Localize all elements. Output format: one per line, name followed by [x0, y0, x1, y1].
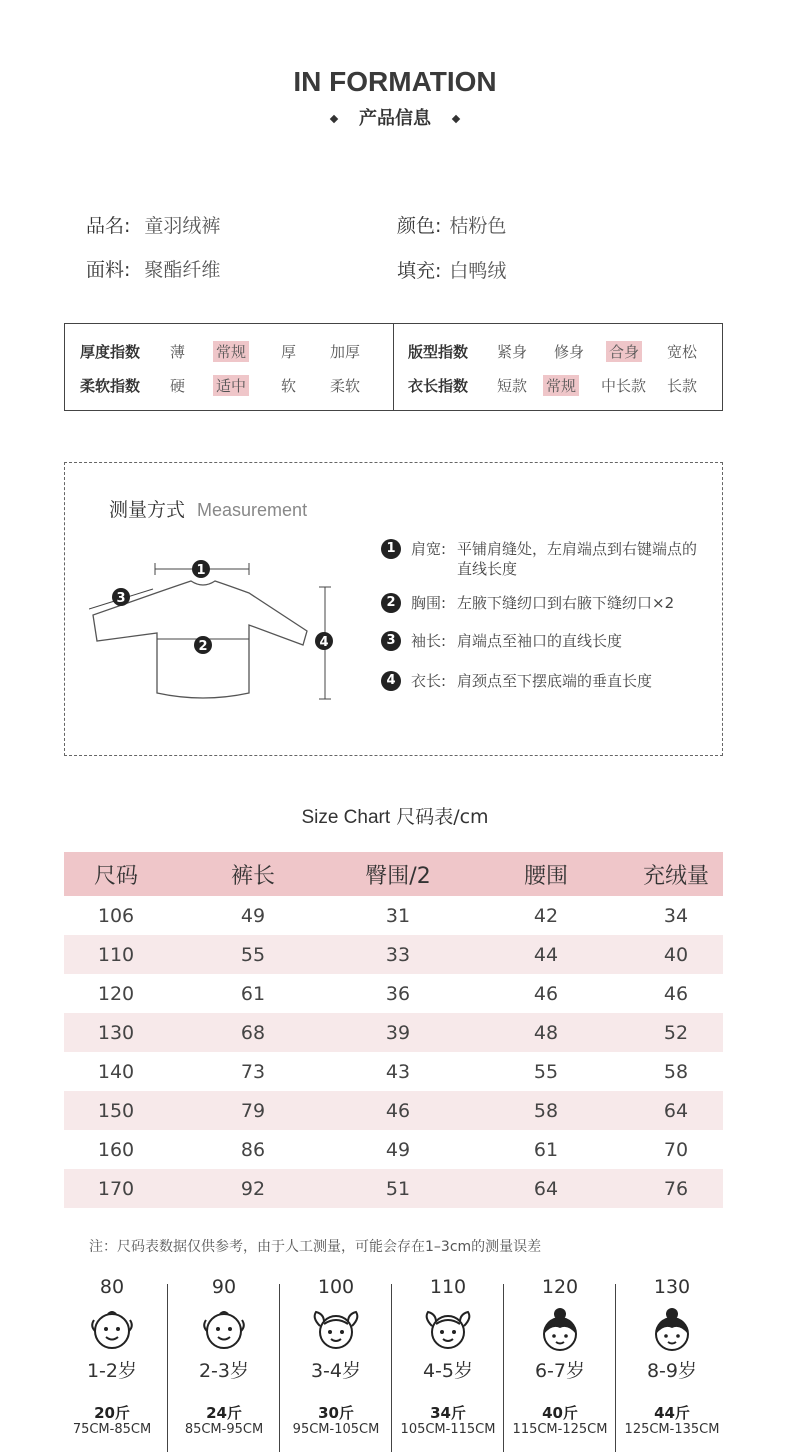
table-cell: 39 — [385, 1021, 411, 1044]
table-cell: 76 — [663, 1177, 689, 1200]
table-cell: 49 — [385, 1138, 411, 1161]
index-option: 加厚 — [330, 343, 361, 361]
garment-diagram — [89, 549, 339, 709]
header-cell: 裤长 — [230, 863, 275, 889]
header-cell: 尺码 — [93, 863, 138, 889]
measurement-desc: 肩颈点至下摆底端的垂直长度 — [457, 672, 653, 690]
table-cell: 130 — [97, 1021, 135, 1044]
table-row — [64, 1091, 723, 1130]
info-color — [397, 211, 506, 238]
table-cell: 34 — [663, 904, 689, 927]
height-range-label: 125CM-135CM — [624, 1422, 720, 1437]
index-row-thickness — [65, 341, 722, 363]
size-chart-title-en: Size Chart — [301, 807, 391, 828]
table-cell: 61 — [240, 982, 266, 1005]
number-badge-icon: 4 — [381, 671, 401, 691]
measurement-label: 衣长: — [411, 672, 447, 690]
number-badge-icon: 1 — [381, 539, 401, 559]
size-chart-title — [0, 802, 790, 829]
table-cell: 170 — [97, 1177, 135, 1200]
age-column — [56, 1276, 168, 1453]
measurement-panel — [64, 462, 723, 756]
number-badge-icon: 3 — [381, 631, 401, 651]
measurement-desc: 左腋下缝纫口到右腋下缝纫口×2 — [457, 594, 675, 612]
age-label: 8-9岁 — [646, 1360, 698, 1382]
table-cell: 64 — [663, 1099, 689, 1122]
table-cell: 42 — [533, 904, 559, 927]
table-cell: 55 — [240, 943, 266, 966]
table-cell: 33 — [385, 943, 411, 966]
size-note: 注：尺码表数据仅供参考，由于人工测量，可能会存在1–3cm的测量误差 — [89, 1239, 542, 1255]
table-cell: 140 — [97, 1060, 135, 1083]
index-option: 厚 — [281, 343, 297, 361]
table-cell: 44 — [533, 943, 559, 966]
index-row-softness — [65, 375, 722, 397]
weight-label: 44斤 — [654, 1404, 690, 1422]
weight-label: 40斤 — [542, 1404, 578, 1422]
info-fabric-label: 面料: — [86, 259, 131, 281]
table-cell: 48 — [533, 1021, 559, 1044]
info-fill-value: 白鸭绒 — [449, 260, 507, 282]
age-label: 6-7岁 — [534, 1360, 586, 1382]
table-cell: 40 — [663, 943, 689, 966]
index-label: 厚度指数 — [80, 343, 141, 361]
table-cell: 49 — [240, 904, 266, 927]
info-color-value: 桔粉色 — [449, 215, 507, 237]
header-cell: 腰围 — [523, 863, 568, 889]
height-range-label: 75CM-85CM — [72, 1422, 152, 1437]
index-option-selected: 常规 — [543, 375, 579, 396]
baby-face-icon — [198, 1306, 250, 1352]
age-label: 3-4岁 — [310, 1360, 362, 1382]
index-option: 薄 — [170, 343, 186, 361]
table-row — [64, 1013, 723, 1052]
table-cell: 120 — [97, 982, 135, 1005]
baby-face-icon — [86, 1306, 138, 1352]
index-option-selected: 适中 — [213, 375, 249, 396]
table-cell: 43 — [385, 1060, 411, 1083]
height-label: 130 — [653, 1276, 691, 1298]
table-cell: 58 — [533, 1099, 559, 1122]
svg-text:1: 1 — [196, 563, 206, 578]
measurement-title — [109, 495, 307, 522]
pigtails-face-icon — [310, 1306, 362, 1352]
height-label: 120 — [541, 1276, 579, 1298]
size-table — [64, 852, 723, 1208]
weight-label: 30斤 — [318, 1404, 354, 1422]
table-cell: 58 — [663, 1060, 689, 1083]
svg-text:4: 4 — [319, 635, 329, 650]
page-title: IN FORMATION — [293, 66, 497, 97]
table-cell: 52 — [663, 1021, 689, 1044]
table-cell: 70 — [663, 1138, 689, 1161]
index-option: 短款 — [497, 377, 528, 395]
age-column — [280, 1276, 392, 1453]
diamond-icon — [330, 115, 338, 123]
measurement-title-cn: 测量方式 — [109, 499, 186, 521]
table-cell: 79 — [240, 1099, 266, 1122]
measurement-label: 袖长: — [411, 632, 447, 650]
table-cell: 150 — [97, 1099, 135, 1122]
age-column — [168, 1276, 280, 1453]
svg-text:3: 3 — [116, 591, 126, 606]
size-chart-title-cn: 尺码表/cm — [396, 806, 489, 828]
index-option: 柔软 — [330, 377, 361, 395]
header-cell: 充绒量 — [642, 863, 709, 889]
index-label: 柔软指数 — [80, 377, 141, 395]
measurement-title-en: Measurement — [197, 500, 308, 520]
height-range-label: 95CM-105CM — [292, 1422, 380, 1437]
age-label: 2-3岁 — [198, 1360, 250, 1382]
info-color-label: 颜色: — [397, 215, 442, 237]
table-cell: 106 — [97, 904, 135, 927]
age-column — [616, 1276, 728, 1453]
table-cell: 86 — [240, 1138, 266, 1161]
bun-face-icon — [534, 1306, 586, 1352]
table-cell: 64 — [533, 1177, 559, 1200]
table-cell: 61 — [533, 1138, 559, 1161]
index-option: 软 — [281, 377, 297, 395]
info-name-value: 童羽绒裤 — [144, 215, 221, 237]
table-row — [64, 935, 723, 974]
measurement-label: 肩宽: — [411, 540, 447, 558]
table-cell: 31 — [385, 904, 411, 927]
index-option-selected: 常规 — [213, 341, 249, 362]
index-label: 版型指数 — [408, 343, 469, 361]
bun-face-icon — [646, 1306, 698, 1352]
table-cell: 68 — [240, 1021, 266, 1044]
size-table-body — [64, 896, 723, 1208]
subtitle-text: 产品信息 — [359, 108, 431, 129]
height-label: 90 — [211, 1276, 237, 1298]
age-column — [392, 1276, 504, 1453]
table-cell: 160 — [97, 1138, 135, 1161]
table-row — [64, 1052, 723, 1091]
height-range-label: 105CM-115CM — [400, 1422, 496, 1437]
weight-label: 34斤 — [430, 1404, 466, 1422]
age-label: 1-2岁 — [86, 1360, 138, 1382]
weight-label: 24斤 — [206, 1404, 242, 1422]
height-label: 110 — [429, 1276, 467, 1298]
index-option: 长款 — [667, 377, 698, 395]
info-fabric — [86, 255, 220, 282]
index-divider — [393, 324, 394, 410]
table-cell: 55 — [533, 1060, 559, 1083]
measurement-desc: 平铺肩缝处，左肩端点到右键端点的直线长度 — [457, 540, 698, 578]
index-option: 中长款 — [601, 377, 647, 395]
table-row — [64, 1130, 723, 1169]
info-fill-label: 填充: — [397, 260, 442, 282]
index-option: 宽松 — [667, 343, 698, 361]
table-row — [64, 896, 723, 935]
table-cell: 73 — [240, 1060, 266, 1083]
table-cell: 110 — [97, 943, 135, 966]
info-name — [86, 211, 220, 238]
page-subtitle — [0, 104, 790, 130]
table-row — [64, 974, 723, 1013]
index-label: 衣长指数 — [408, 377, 469, 395]
pigtails-face-icon — [422, 1306, 474, 1352]
info-name-label: 品名: — [86, 215, 131, 237]
age-column — [504, 1276, 616, 1453]
measurement-desc: 肩端点至袖口的直线长度 — [457, 632, 623, 650]
table-cell: 51 — [385, 1177, 411, 1200]
height-label: 80 — [99, 1276, 125, 1298]
height-range-label: 85CM-95CM — [184, 1422, 264, 1437]
svg-text:2: 2 — [198, 639, 208, 654]
number-badge-icon: 2 — [381, 593, 401, 613]
table-cell: 46 — [533, 982, 559, 1005]
height-range-label: 115CM-125CM — [512, 1422, 608, 1437]
weight-label: 20斤 — [94, 1404, 130, 1422]
table-cell: 36 — [385, 982, 411, 1005]
height-label: 100 — [317, 1276, 355, 1298]
index-option-selected: 合身 — [606, 341, 642, 362]
info-fill — [397, 256, 506, 283]
index-option: 修身 — [554, 343, 585, 361]
index-table — [64, 323, 723, 411]
size-table-header — [64, 852, 723, 896]
age-label: 4-5岁 — [422, 1360, 474, 1382]
table-cell: 92 — [240, 1177, 266, 1200]
diamond-icon — [452, 115, 460, 123]
header-cell: 臀围/2 — [365, 863, 431, 889]
info-fabric-value: 聚酯纤维 — [144, 259, 221, 281]
index-option: 紧身 — [497, 343, 528, 361]
table-cell: 46 — [385, 1099, 411, 1122]
index-option: 硬 — [170, 377, 186, 395]
table-row — [64, 1169, 723, 1208]
measurement-label: 胸围: — [411, 594, 447, 612]
table-cell: 46 — [663, 982, 689, 1005]
